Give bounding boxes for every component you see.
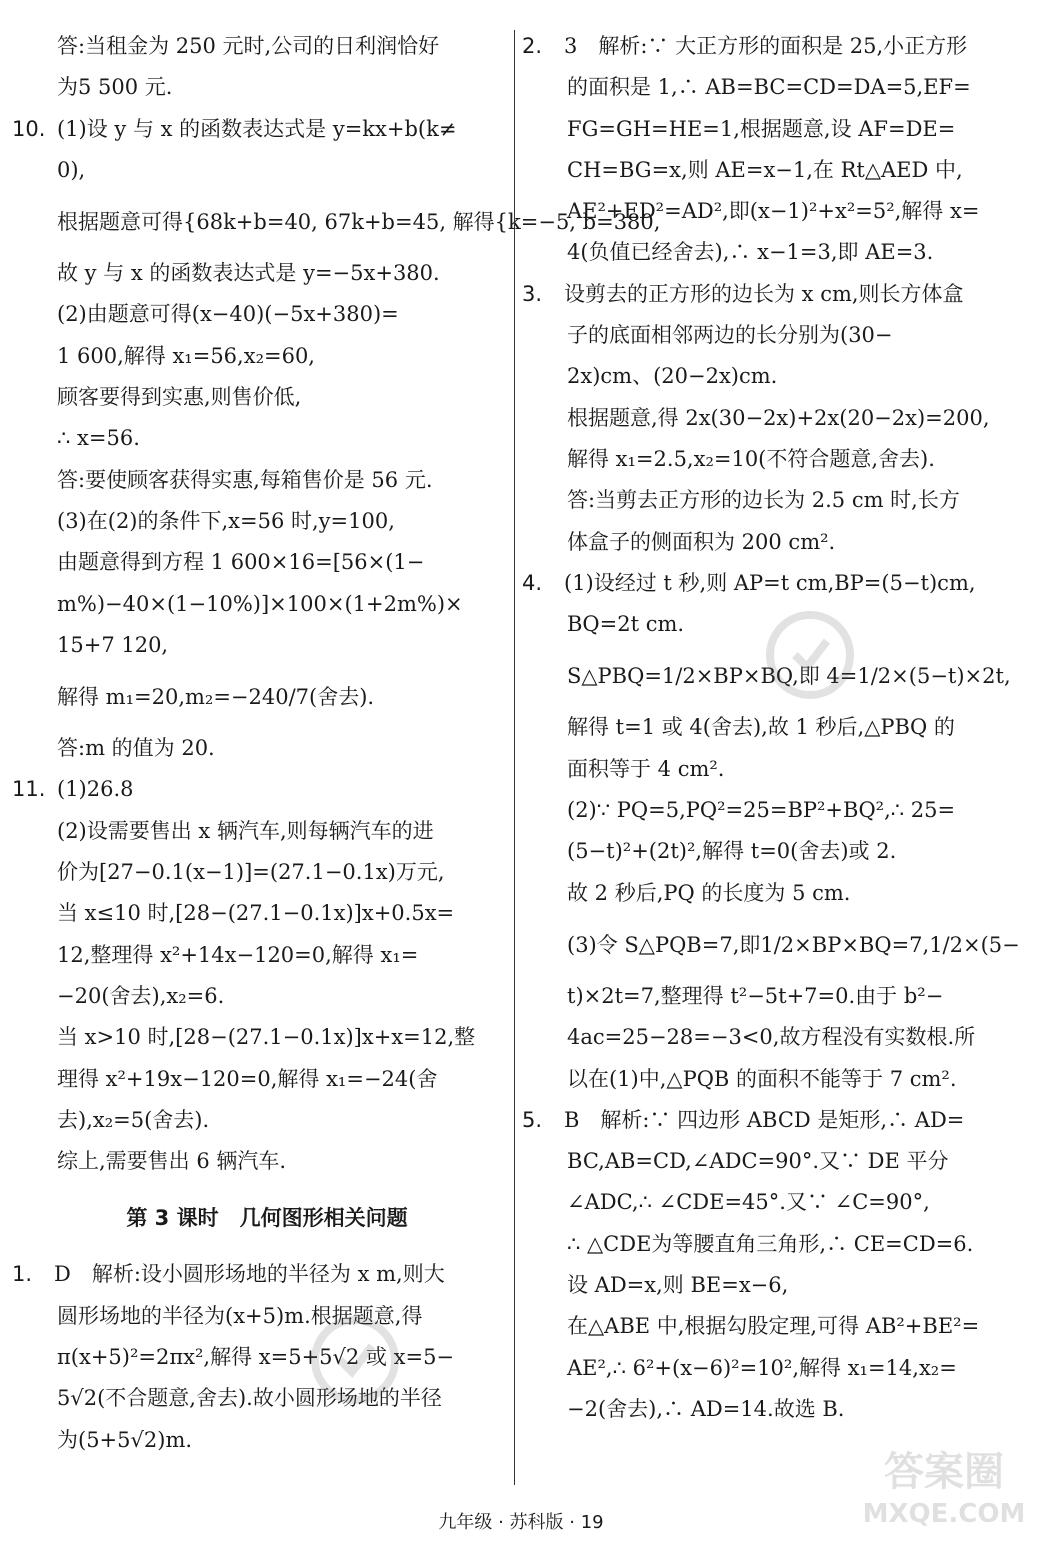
line-text: m%)−40×(1−10%)]×100×(1+2m%)× bbox=[57, 591, 463, 616]
line-text: BQ=2t cm. bbox=[567, 612, 685, 637]
line-text: 以在(1)中,△PQB 的面积不能等于 7 cm². bbox=[567, 1066, 957, 1091]
text-line bbox=[12, 1420, 502, 1461]
line-text: 答:m 的值为 20. bbox=[57, 736, 215, 761]
line-text: (5−t)²+(2t)²,解得 t=0(舍去)或 2. bbox=[567, 839, 897, 864]
text-line bbox=[12, 769, 502, 810]
line-text: (1)26.8 bbox=[57, 777, 134, 802]
question-number: 1. bbox=[12, 1262, 33, 1287]
line-text: 答:要使顾客获得实惠,每箱售价是 56 元. bbox=[57, 467, 433, 492]
line-text: 为(5+5√2)m. bbox=[57, 1427, 193, 1452]
brand-url: MXQE.COM bbox=[862, 1499, 1026, 1529]
line-text: BC,AB=CD,∠ADC=90°.又∵ DE 平分 bbox=[567, 1149, 949, 1174]
text-line bbox=[522, 831, 1012, 872]
text-line bbox=[12, 584, 502, 625]
line-text: 3 解析:∵ 大正方形的面积是 25,小正方形 bbox=[564, 34, 968, 58]
line-text: t)×2t=7,整理得 t²−5t+7=0.由于 b²− bbox=[567, 983, 944, 1008]
text-line bbox=[522, 645, 1012, 707]
question-number: 11. bbox=[12, 777, 46, 802]
line-text: 圆形场地的半径为(x+5)m.根据题意,得 bbox=[57, 1303, 423, 1328]
section-title: 第 3 课时 几何图形相关问题 bbox=[126, 1206, 408, 1231]
text-line bbox=[522, 356, 1012, 397]
text-line bbox=[12, 852, 502, 893]
text-line bbox=[522, 707, 1012, 748]
text-line bbox=[522, 1059, 1012, 1100]
text-line bbox=[522, 26, 1012, 67]
line-text: (2)由题意可得(x−40)(−5x+380)= bbox=[57, 302, 399, 327]
text-line bbox=[12, 191, 661, 253]
text-line bbox=[522, 522, 1012, 563]
line-text: 4(负值已经舍去),∴ x−1=3,即 AE=3. bbox=[567, 240, 934, 265]
question-number: 5. bbox=[522, 1107, 543, 1132]
text-line bbox=[12, 893, 502, 934]
line-text: 故 2 秒后,PQ 的长度为 5 cm. bbox=[567, 880, 851, 905]
text-line bbox=[12, 1100, 502, 1141]
line-text: 故 y 与 x 的函数表达式是 y=−5x+380. bbox=[57, 261, 440, 286]
text-line bbox=[12, 460, 502, 501]
text-line bbox=[12, 811, 502, 852]
line-text: ∴ x=56. bbox=[57, 426, 140, 451]
text-line bbox=[12, 377, 502, 418]
line-text: B 解析:∵ 四边形 ABCD 是矩形,∴ AD= bbox=[564, 1107, 965, 1132]
text-line bbox=[522, 1348, 1012, 1389]
text-line bbox=[522, 67, 1012, 108]
text-line bbox=[522, 1224, 1012, 1265]
line-text: 解得 t=1 或 4(舍去),故 1 秒后,△PBQ 的 bbox=[567, 715, 955, 740]
question-number: 4. bbox=[522, 570, 543, 595]
line-text: (1)设 y 与 x 的函数表达式是 y=kx+b(k≠ bbox=[57, 116, 457, 141]
line-text: (3)令 S△PQB=7,即1/2×BP×BQ=7,1/2×(5− bbox=[567, 932, 1020, 957]
text-line bbox=[12, 728, 502, 769]
line-text: 根据题意可得{68k+b=40, 67k+b=45, 解得{k=−5, b=380, bbox=[57, 210, 661, 235]
line-text: 答:当租金为 250 元时,公司的日利润恰好 bbox=[57, 34, 440, 58]
text-line bbox=[522, 1182, 1012, 1223]
text-line bbox=[522, 274, 1012, 315]
text-line bbox=[522, 109, 1012, 150]
brand-name: 答案圈 bbox=[884, 1449, 1004, 1495]
text-line bbox=[12, 150, 502, 191]
text-line bbox=[12, 1017, 502, 1058]
text-line bbox=[522, 1265, 1012, 1306]
line-text: 理得 x²+19x−120=0,解得 x₁=−24(舍 bbox=[57, 1066, 438, 1091]
line-text: ∴ △CDE为等腰直角三角形,∴ CE=CD=6. bbox=[567, 1231, 974, 1256]
text-line bbox=[522, 1306, 1012, 1347]
text-line bbox=[522, 790, 1012, 831]
text-line bbox=[12, 1296, 502, 1337]
line-text: 子的底面相邻两边的长分别为(30− bbox=[567, 323, 893, 348]
text-line bbox=[12, 336, 502, 377]
text-line bbox=[12, 625, 502, 666]
line-text: 设 AD=x,则 BE=x−6, bbox=[567, 1273, 789, 1298]
line-text: 12,整理得 x²+14x−120=0,解得 x₁= bbox=[57, 942, 419, 967]
line-text: 面积等于 4 cm². bbox=[567, 756, 725, 781]
line-text: 2x)cm、(20−2x)cm. bbox=[567, 364, 778, 389]
line-text: 由题意得到方程 1 600×16=[56×(1− bbox=[57, 550, 425, 575]
text-line bbox=[522, 398, 1012, 439]
line-text: 当 x≤10 时,[28−(27.1−0.1x)]x+0.5x= bbox=[57, 901, 455, 926]
line-text: 当 x>10 时,[28−(27.1−0.1x)]x+x=12,整 bbox=[57, 1025, 476, 1050]
line-text: 体盒子的侧面积为 200 cm². bbox=[567, 529, 836, 554]
text-line bbox=[522, 976, 1012, 1017]
line-text: (2)∵ PQ=5,PQ²=25=BP²+BQ²,∴ 25= bbox=[567, 798, 956, 823]
text-line bbox=[12, 1337, 502, 1378]
line-text: −2(舍去),∴ AD=14.故选 B. bbox=[567, 1396, 845, 1421]
text-line bbox=[522, 315, 1012, 356]
line-text: FG=GH=HE=1,根据题意,设 AF=DE= bbox=[567, 116, 956, 141]
text-line bbox=[12, 501, 502, 542]
text-line bbox=[522, 480, 1012, 521]
text-line bbox=[12, 109, 502, 150]
question-number: 3. bbox=[522, 281, 543, 306]
text-line bbox=[12, 1141, 502, 1182]
line-text: (2)设需要售出 x 辆汽车,则每辆汽车的进 bbox=[57, 818, 434, 843]
text-line bbox=[12, 542, 502, 583]
text-line bbox=[12, 26, 502, 67]
line-text: 顾客要得到实惠,则售价低, bbox=[57, 385, 302, 410]
line-text: 15+7 120, bbox=[57, 632, 169, 657]
text-line bbox=[12, 935, 502, 976]
text-line bbox=[12, 1059, 502, 1100]
text-line bbox=[522, 914, 1020, 976]
line-text: 去),x₂=5(舍去). bbox=[57, 1107, 210, 1132]
text-line bbox=[12, 1254, 502, 1295]
text-line bbox=[522, 604, 1012, 645]
line-text: 价为[27−0.1(x−1)]=(27.1−0.1x)万元, bbox=[57, 860, 445, 885]
text-line bbox=[12, 1378, 502, 1419]
text-line bbox=[12, 294, 502, 335]
text-line bbox=[522, 1017, 1012, 1058]
line-text: 0), bbox=[57, 157, 86, 182]
text-line bbox=[522, 749, 1012, 790]
text-line bbox=[522, 873, 1012, 914]
line-text: S△PBQ=1/2×BP×BQ,即 4=1/2×(5−t)×2t, bbox=[567, 664, 1011, 689]
page-footer: 九年级 · 苏科版 · 19 bbox=[438, 1512, 604, 1533]
line-text: 4ac=25−28=−3<0,故方程没有实数根.所 bbox=[567, 1025, 976, 1050]
text-line bbox=[12, 976, 502, 1017]
line-text: AE²+ED²=AD²,即(x−1)²+x²=5²,解得 x= bbox=[567, 199, 980, 224]
text-line bbox=[522, 150, 1012, 191]
text-line bbox=[522, 1100, 1012, 1141]
line-text: (1)设经过 t 秒,则 AP=t cm,BP=(5−t)cm, bbox=[564, 570, 976, 595]
line-text: 5√2(不合题意,舍去).故小圆形场地的半径 bbox=[57, 1386, 442, 1411]
question-number: 2. bbox=[522, 34, 543, 58]
column-divider bbox=[514, 30, 515, 1485]
line-text: 设剪去的正方形的边长为 x cm,则长方体盒 bbox=[564, 281, 964, 306]
line-text: CH=BG=x,则 AE=x−1,在 Rt△AED 中, bbox=[567, 157, 963, 182]
line-text: ∠ADC,∴ ∠CDE=45°.又∵ ∠C=90°, bbox=[567, 1190, 930, 1215]
text-line bbox=[522, 563, 1012, 604]
line-text: 1 600,解得 x₁=56,x₂=60, bbox=[57, 343, 315, 368]
question-number: 10. bbox=[12, 116, 46, 141]
line-text: π(x+5)²=2πx²,解得 x=5+5√2 或 x=5− bbox=[57, 1345, 455, 1370]
line-text: 在△ABE 中,根据勾股定理,可得 AB²+BE²= bbox=[567, 1314, 980, 1339]
text-line bbox=[12, 67, 502, 108]
text-line bbox=[12, 666, 502, 728]
right-column bbox=[522, 26, 1020, 1430]
line-text: 综上,需要售出 6 辆汽车. bbox=[57, 1149, 287, 1174]
text-line bbox=[12, 253, 502, 294]
text-line bbox=[522, 439, 1012, 480]
line-text: 根据题意,得 2x(30−2x)+2x(20−2x)=200, bbox=[567, 405, 990, 430]
text-line bbox=[522, 232, 1012, 273]
text-line bbox=[522, 1389, 1012, 1430]
line-text: D 解析:设小圆形场地的半径为 x m,则大 bbox=[54, 1262, 445, 1287]
line-text: (3)在(2)的条件下,x=56 时,y=100, bbox=[57, 508, 395, 533]
text-line bbox=[522, 1141, 1012, 1182]
text-line bbox=[12, 418, 502, 459]
line-text: 答:当剪去正方形的边长为 2.5 cm 时,长方 bbox=[567, 488, 960, 513]
text-line bbox=[522, 191, 1012, 232]
line-text: AE²,∴ 6²+(x−6)²=10²,解得 x₁=14,x₂= bbox=[567, 1355, 957, 1380]
line-text: −20(舍去),x₂=6. bbox=[57, 983, 225, 1008]
line-text: 为5 500 元. bbox=[57, 75, 173, 100]
line-text: 的面积是 1,∴ AB=BC=CD=DA=5,EF= bbox=[567, 75, 971, 100]
line-text: 解得 m₁=20,m₂=−240/7(舍去). bbox=[57, 685, 375, 710]
line-text: 解得 x₁=2.5,x₂=10(不符合题意,舍去). bbox=[567, 446, 935, 471]
